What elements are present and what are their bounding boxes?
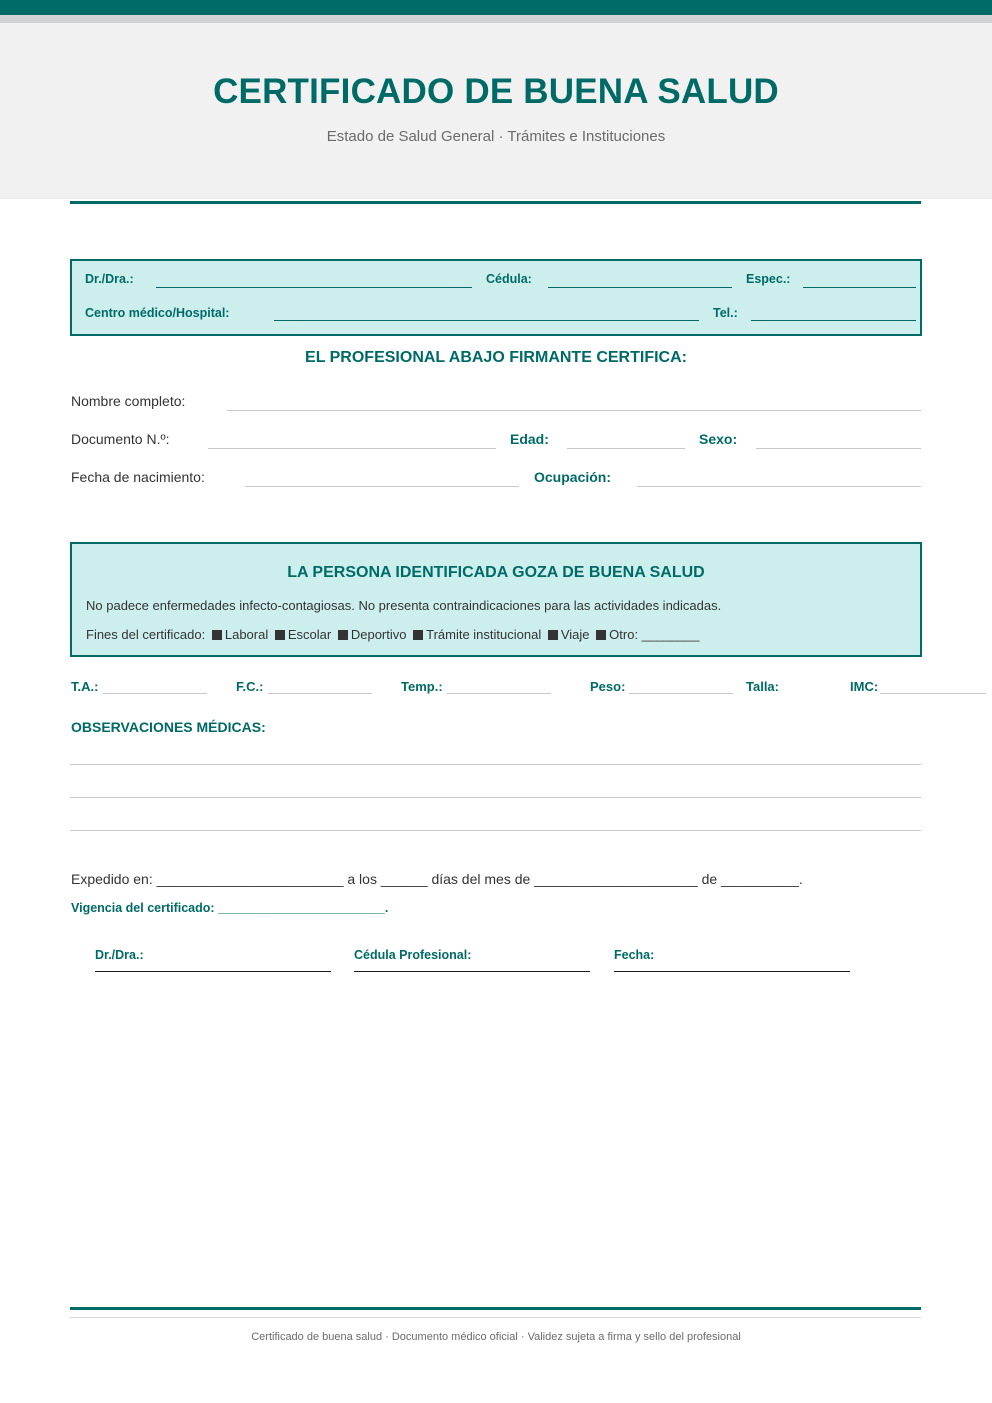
occupation-label: Ocupación: xyxy=(534,469,612,485)
ta-field[interactable] xyxy=(103,693,207,694)
cedula-field[interactable] xyxy=(548,287,732,288)
checkbox-deportivo[interactable] xyxy=(338,630,348,640)
weight-field[interactable] xyxy=(629,693,733,694)
ta-label: T.A.: xyxy=(71,679,99,694)
document-subtitle: Estado de Salud General · Trámites e Instituciones xyxy=(326,128,666,145)
signature-doctor-label: Dr./Dra.: xyxy=(95,948,144,962)
purpose-tramite: Trámite institucional xyxy=(426,627,542,642)
fc-field[interactable] xyxy=(268,693,372,694)
top-grey-bar xyxy=(0,15,992,23)
center-field[interactable] xyxy=(274,320,699,321)
footer-divider-thin xyxy=(70,1317,921,1318)
weight-label: Peso: xyxy=(590,679,626,694)
health-statement-box xyxy=(70,542,922,657)
temp-label: Temp.: xyxy=(401,679,443,694)
checkbox-laboral[interactable] xyxy=(212,630,222,640)
full-name-label: Nombre completo: xyxy=(71,393,186,409)
observation-line[interactable] xyxy=(70,797,921,798)
tel-field[interactable] xyxy=(751,320,916,321)
signature-cedula-line[interactable] xyxy=(354,971,590,972)
signature-date-label: Fecha: xyxy=(614,948,655,962)
purpose-otro: Otro: ________ xyxy=(609,627,700,642)
top-accent-bar xyxy=(0,0,992,15)
bmi-label: IMC: xyxy=(850,679,879,694)
doctor-info-box xyxy=(70,259,922,336)
occupation-field[interactable] xyxy=(637,486,921,487)
tel-label: Tel.: xyxy=(713,306,738,320)
fc-label: F.C.: xyxy=(236,679,264,694)
birth-date-field[interactable] xyxy=(245,486,519,487)
signature-cedula-label: Cédula Profesional: xyxy=(354,948,472,962)
temp-field[interactable] xyxy=(447,693,551,694)
observations-heading: OBSERVACIONES MÉDICAS: xyxy=(71,719,266,735)
checkbox-viaje[interactable] xyxy=(548,630,558,640)
footer-text: Certificado de buena salud · Documento médico oficial · Validez sujeta a firma y sello del profesional xyxy=(251,1331,741,1343)
age-field[interactable] xyxy=(567,448,685,449)
purpose-deportivo: Deportivo xyxy=(350,627,407,642)
issued-text: Expedido en: ________________________ a los ______ días del mes de _____________________ de __________. xyxy=(71,871,803,887)
specialty-label: Espec.: xyxy=(746,272,791,286)
document-number-field[interactable] xyxy=(208,448,496,449)
health-statement-title: LA PERSONA IDENTIFICADA GOZA DE BUENA SALUD xyxy=(287,564,705,581)
document-title: CERTIFICADO DE BUENA SALUD xyxy=(213,72,779,111)
certifies-heading: EL PROFESIONAL ABAJO FIRMANTE CERTIFICA: xyxy=(305,349,687,366)
center-label: Centro médico/Hospital: xyxy=(85,306,230,320)
bmi-field[interactable] xyxy=(880,693,986,694)
checkbox-tramite[interactable] xyxy=(413,630,423,640)
cedula-label: Cédula: xyxy=(486,272,532,286)
checkbox-otro[interactable] xyxy=(596,630,606,640)
sex-label: Sexo: xyxy=(699,431,738,447)
header-divider xyxy=(70,201,921,204)
footer-divider xyxy=(70,1307,921,1310)
doctor-field[interactable] xyxy=(156,287,472,288)
validity-label: Vigencia del certificado: ________________________. xyxy=(71,901,389,915)
height-label: Talla: xyxy=(746,679,779,694)
doctor-label: Dr./Dra.: xyxy=(85,272,134,286)
purpose-laboral: Laboral xyxy=(224,627,269,642)
observation-line[interactable] xyxy=(70,764,921,765)
signature-date-line[interactable] xyxy=(614,971,850,972)
signature-doctor-line[interactable] xyxy=(95,971,331,972)
purpose-escolar: Escolar xyxy=(287,627,332,642)
checkbox-escolar[interactable] xyxy=(275,630,285,640)
health-statement-text: No padece enfermedades infecto-contagiosas. No presenta contraindicaciones para las actividades indicadas. xyxy=(86,598,722,613)
purposes-label: Fines del certificado: xyxy=(86,627,206,642)
observation-line[interactable] xyxy=(70,830,921,831)
document-number-label: Documento N.º: xyxy=(71,431,170,447)
specialty-field[interactable] xyxy=(803,287,916,288)
birth-date-label: Fecha de nacimiento: xyxy=(71,469,205,485)
purposes-row xyxy=(86,627,700,642)
age-label: Edad: xyxy=(510,431,549,447)
purpose-viaje: Viaje xyxy=(560,627,590,642)
sex-field[interactable] xyxy=(756,448,921,449)
full-name-field[interactable] xyxy=(227,410,921,411)
